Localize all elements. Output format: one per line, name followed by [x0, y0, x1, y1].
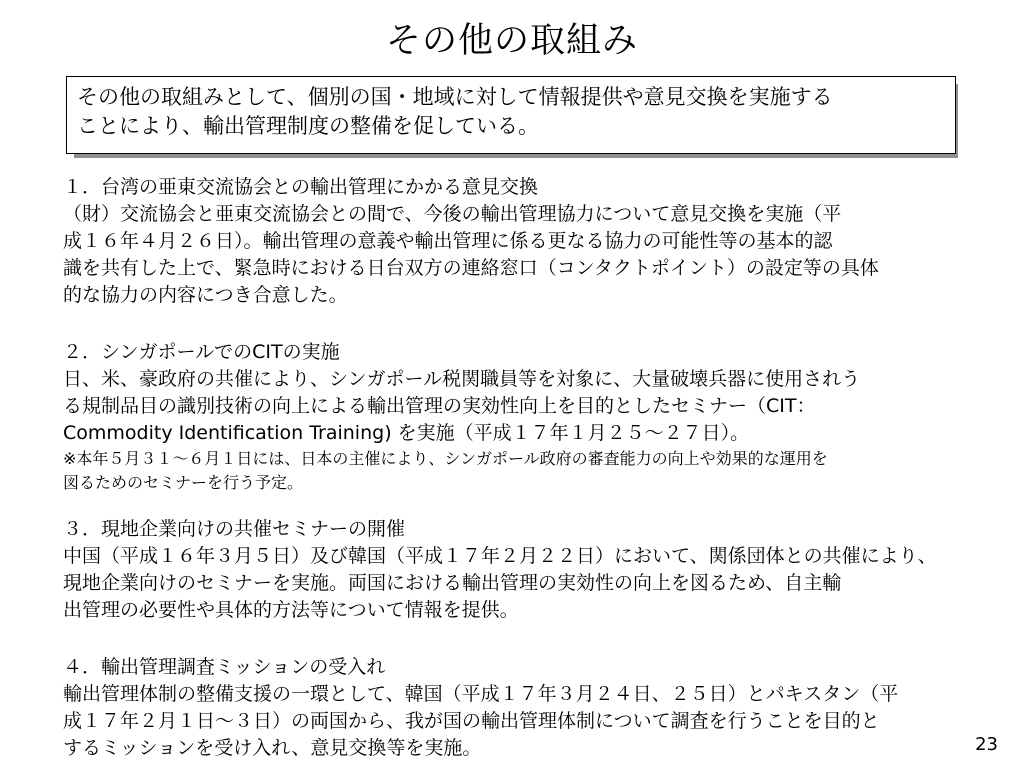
section-body: （財）交流協会と亜東交流協会との間で、今後の輸出管理協力について意見交換を実施（平 成１６年４月２６日）。輸出管理の意義や輸出管理に係る更なる協力の可能性等の基本的認 識を共有した上で、緊急時における日台双方の連絡窓口（コンタクトポイント）の設定等の具体 的な協力の内容につき合意した。: [63, 203, 879, 306]
section-heading: ３．現地企業向けの共催セミナーの開催: [63, 518, 406, 540]
section-survey-mission: [63, 653, 963, 762]
section-heading: ２．シンガポールでのCITの実施: [63, 341, 340, 363]
page-number: 23: [975, 734, 998, 755]
section-body: 輸出管理体制の整備支援の一環として、韓国（平成１７年３月２４日、２５日）とパキスタン（平 成１７年２月１日～３日）の両国から、我が国の輸出管理体制について調査を行うことを目的と するミッションを受け入れ、意見交換等を実施。: [63, 683, 899, 759]
summary-box: [66, 76, 956, 154]
section-note: ※本年５月３１～６月１日には、日本の主催により、シンガポール政府の審査能力の向上や効果的な運用を 図るためのセミナーを行う予定。: [63, 449, 828, 492]
section-singapore-cit: [63, 338, 963, 495]
section-taiwan-exchange: [63, 173, 963, 309]
section-heading: ４．輸出管理調査ミッションの受入れ: [63, 656, 386, 678]
slide-title: その他の取組み: [385, 21, 638, 61]
summary-text: その他の取組みとして、個別の国・地域に対して情報提供や意見交換を実施する ことにより、輸出管理制度の整備を促している。: [77, 85, 833, 138]
section-body: 日、米、豪政府の共催により、シンガポール税関職員等を対象に、大量破壊兵器に使用されう る規制品目の識別技術の向上による輸出管理の実効性向上を目的としたセミナー（CIT： Commodity Identification Training) を実施（平成１７年１月２５～２７日）。: [63, 368, 861, 444]
section-heading: １．台湾の亜東交流協会との輸出管理にかかる意見交換: [63, 176, 539, 198]
section-body: 中国（平成１６年３月５日）及び韓国（平成１７年２月２２日）において、関係団体との共催により、 現地企業向けのセミナーを実施。両国における輸出管理の実効性の向上を図るため、自主輸 出管理の必要性や具体的方法等について情報を提供。: [63, 545, 937, 621]
section-local-seminar: [63, 515, 963, 624]
